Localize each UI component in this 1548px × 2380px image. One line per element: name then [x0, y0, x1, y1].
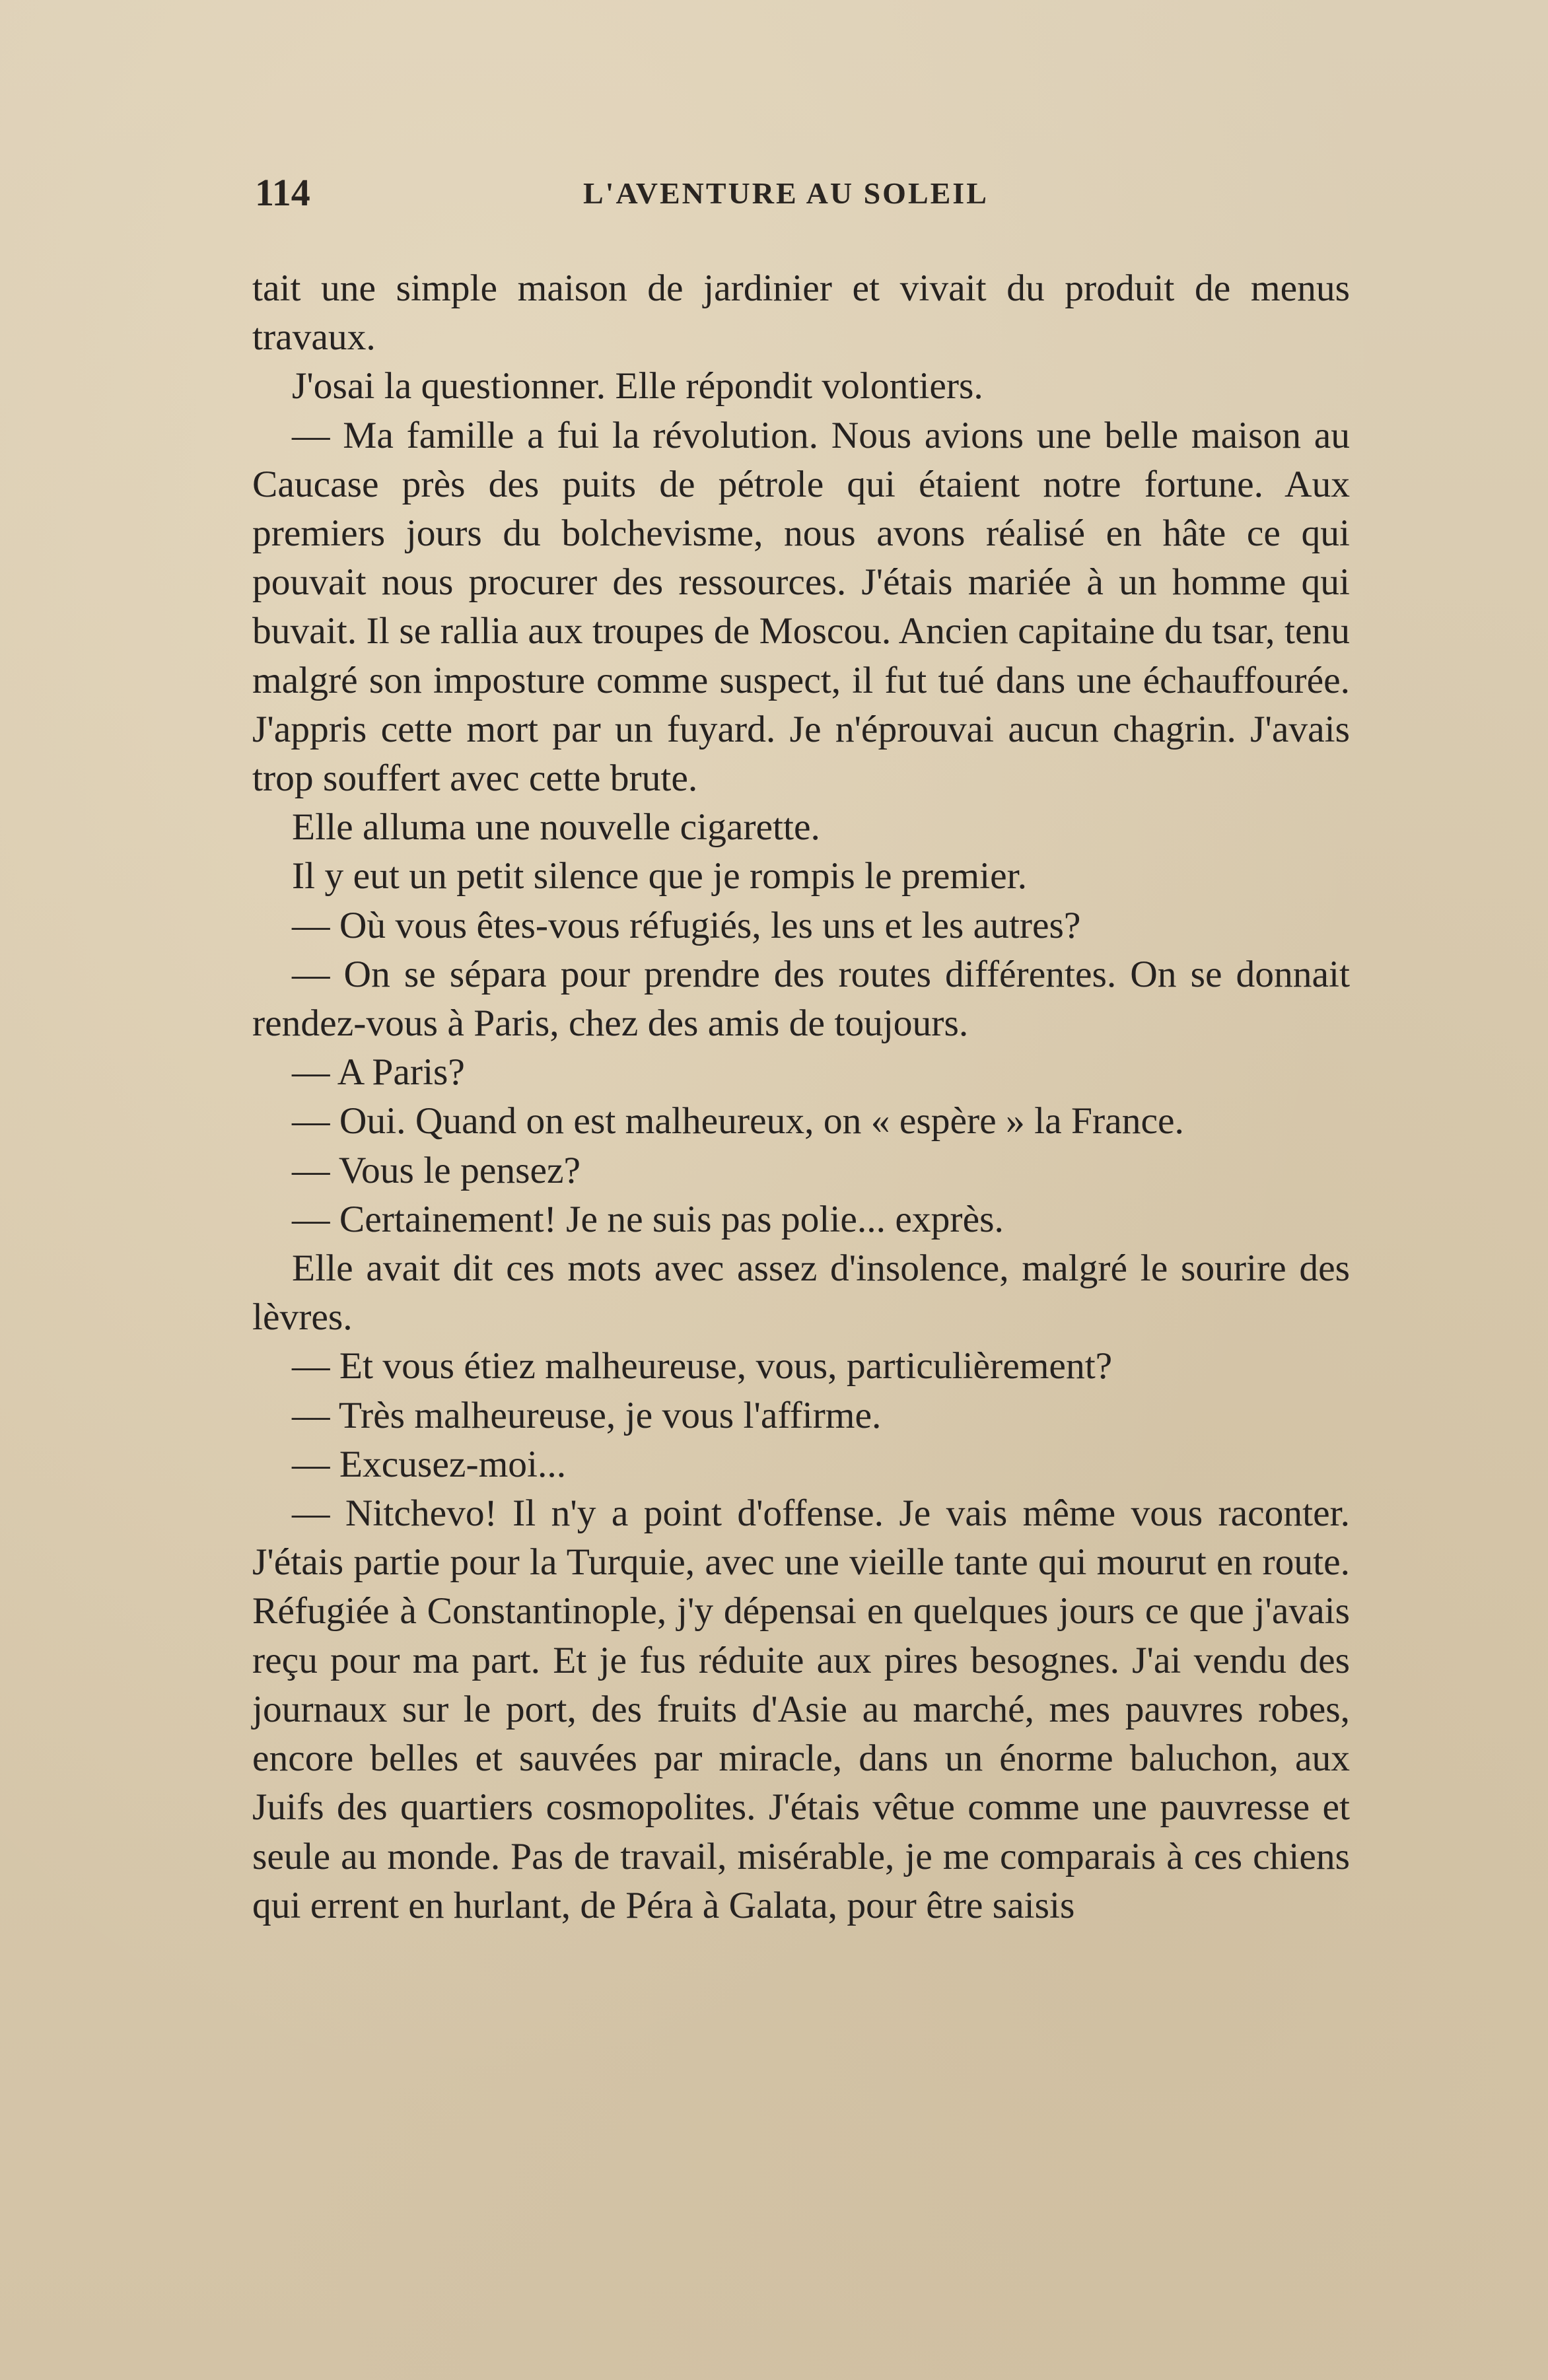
page-header	[250, 170, 1346, 217]
paragraph: Elle alluma une nouvelle cigarette.	[292, 806, 820, 849]
paragraph: Elle avait dit ces mots avec assez d'insolence, malgré le sourire des lèvres.	[252, 1247, 1350, 1339]
paragraph: — Où vous êtes-vous réfugiés, les uns et les autres?	[292, 904, 1081, 946]
paragraph: — Et vous étiez malheureuse, vous, particulièrement?	[292, 1345, 1113, 1387]
paragraph: — Certainement! Je ne suis pas polie... exprès.	[292, 1198, 1004, 1240]
paragraph: — Très malheureuse, je vous l'affirme.	[292, 1394, 882, 1436]
paragraph: tait une simple maison de jardinier et vivait du produit de menus travaux.	[252, 267, 1350, 359]
paragraph: — Vous le pensez?	[292, 1149, 581, 1191]
paragraph: Il y eut un petit silence que je rompis le premier.	[292, 855, 1027, 897]
running-title: L'AVENTURE AU SOLEIL	[583, 176, 989, 210]
body-text	[252, 264, 1350, 1930]
paragraph: J'osai la questionner. Elle répondit volontiers.	[292, 365, 983, 407]
paragraph: — On se sépara pour prendre des routes différentes. On se donnait rendez-vous à Paris, chez des amis de toujours.	[252, 953, 1350, 1045]
paragraph: — Oui. Quand on est malheureux, on « espère » la France.	[292, 1100, 1184, 1142]
paragraph: — A Paris?	[292, 1051, 465, 1094]
paragraph: — Ma famille a fui la révolution. Nous avions une belle maison au Caucase près des puits de pétrole qui étaient notre fortune. Aux premiers jours du bolchevisme, nous avons réalisé en hâte ce qui pouvait nous procurer des ressources. J'étais mariée à un homme qui buvait. Il se rallia aux troupes de Moscou. Ancien capitaine du tsar, tenu malgré son imposture comme suspect, il fut tué dans une échauffourée. J'appris cette mort par un fuyard. Je n'éprouvai aucun chagrin. J'avais trop souffert avec cette brute.	[252, 414, 1350, 800]
paragraph: — Excusez-moi...	[292, 1443, 567, 1485]
page-number: 114	[255, 171, 310, 214]
paragraph: — Nitchevo! Il n'y a point d'offense. Je vais même vous raconter. J'étais partie pour la Turquie, avec une vieille tante qui mourut en route. Réfugiée à Constantinople, j'y dépensai en quelques jours ce que j'avais reçu pour ma part. Et je fus réduite aux pires besognes. J'ai vendu des journaux sur le port, des fruits d'Asie au marché, mes pauvres robes, encore belles et sauvées par miracle, dans un énorme baluchon, aux Juifs des quartiers cosmopolites. J'étais vêtue comme une pauvresse et seule au monde. Pas de travail, misérable, je me comparais à ces chiens qui errent en hurlant, de Péra à Galata, pour être saisis	[252, 1492, 1350, 1926]
